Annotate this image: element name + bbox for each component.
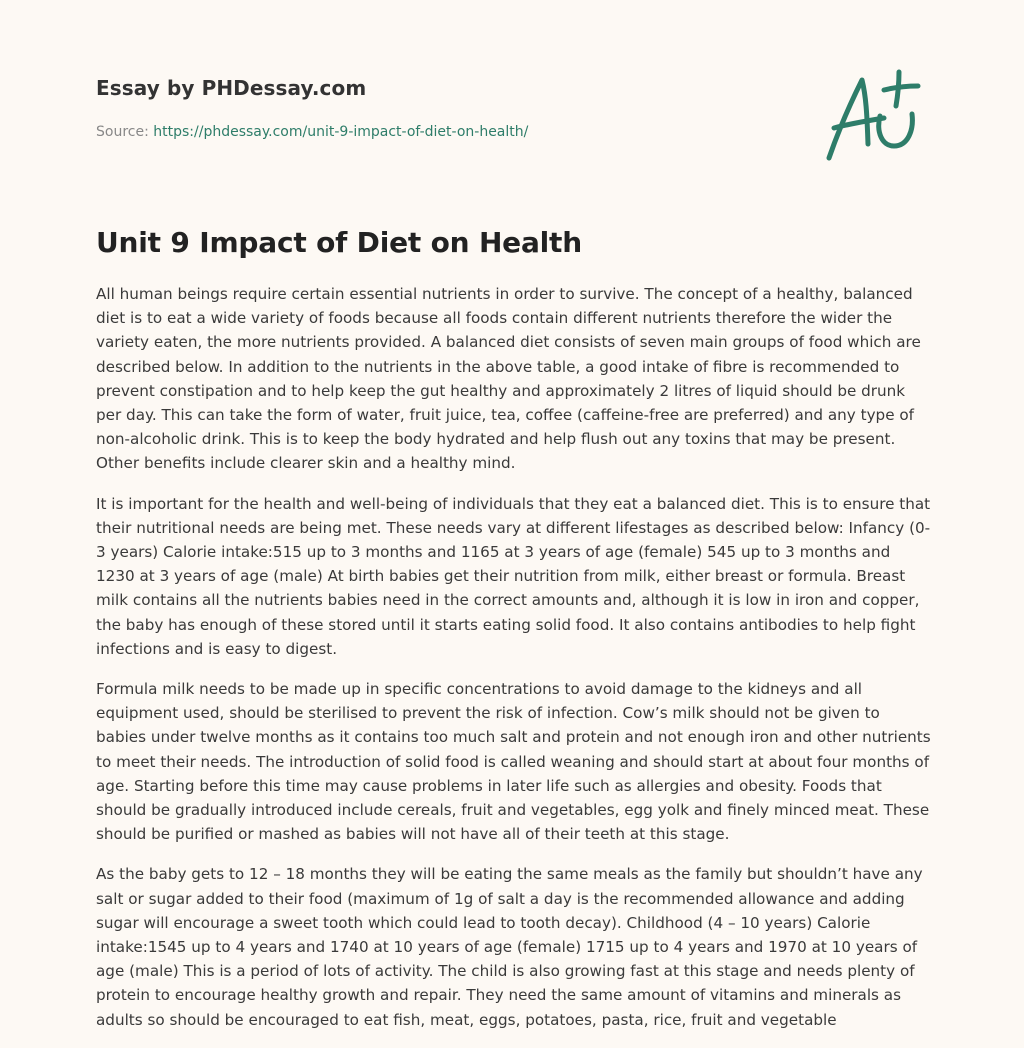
essay-paragraph: Formula milk needs to be made up in specific concentrations to avoid damage to the kidneys and all equipment used, should be sterilised to prevent the risk of infection. Cow’s milk should not be given to babies under twelve months as it contains too much salt and protein and not enough iron and other nutrients to meet their needs. The introduction of solid food is called weaning and should start at about four months of age. Starting before this time may cause problems in later life such as allergies and obesity. Foods that should be gradually introduced include cereals, fruit and vegetables, egg yolk and finely minced meat. These should be purified or mashed as babies will not have all of their teeth at this stage. [96, 680, 931, 844]
a-plus-logo-icon [822, 66, 926, 164]
essay-title: Unit 9 Impact of Diet on Health [96, 226, 582, 259]
source-label: Source: [96, 124, 149, 140]
essay-body [96, 282, 932, 1048]
essay-paragraph: As the baby gets to 12 – 18 months they will be eating the same meals as the family but shouldn’t have any salt or sugar added to their food (maximum of 1g of salt a day is the recommended allowance and adding sugar will encourage a sweet tooth which could lead to tooth decay). Childhood (4 – 10 years) Calorie intake:1545 up to 4 years and 1740 at 10 years of age (female) 1715 up to 4 years and 1970 at 10 years of age (male) This is a period of lots of activity. The child is also growing fast at this stage and needs plenty of protein to encourage healthy growth and repair. They need the same amount of vitamins and minerals as adults so should be encouraged to eat fish, meat, eggs, potatoes, pasta, rice, fruit and vegetable [96, 865, 923, 1029]
essay-paragraph: It is important for the health and well-being of individuals that they eat a balanced diet. This is to ensure that their nutritional needs are being met. These needs vary at different lifestages as described below: Infancy (0-3 years) Calorie intake:515 up to 3 months and 1165 at 3 years of age (female) 545 up to 3 months and 1230 at 3 years of age (male) At birth babies get their nutrition from milk, either breast or formula. Breast milk contains all the nutrients babies need in the correct amounts and, although it is low in iron and copper, the baby has enough of these stored until it starts eating solid food. It also contains antibodies to help fight infections and is easy to digest. [96, 494, 931, 658]
source-link[interactable]: https://phdessay.com/unit-9-impact-of-diet-on-health/ [153, 124, 529, 140]
essay-paragraph: All human beings require certain essential nutrients in order to survive. The concept of a healthy, balanced diet is to eat a wide variety of foods because all foods contain different nutrients therefore the wider the variety eaten, the more nutrients provided. A balanced diet consists of seven main groups of food which are described below. In addition to the nutrients in the above table, a good intake of fibre is recommended to prevent constipation and to help keep the gut healthy and approximately 2 litres of liquid should be drunk per day. This can take the form of water, fruit juice, tea, coffee (caffeine-free are preferred) and any type of non-alcoholic drink. This is to keep the body hydrated and help flush out any toxins that may be present. Other benefits include clearer skin and a healthy mind. [96, 285, 921, 473]
source-line [96, 124, 528, 140]
site-title: Essay by PHDessay.com [96, 76, 367, 100]
